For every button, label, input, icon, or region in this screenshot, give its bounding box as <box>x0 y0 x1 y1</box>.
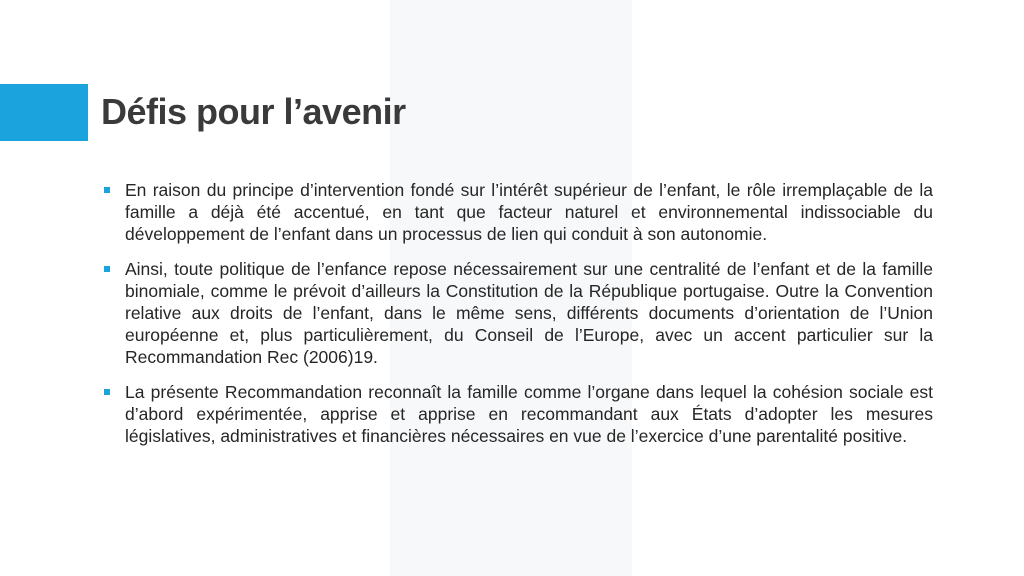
bullet-item <box>103 381 933 447</box>
bullet-text: Ainsi, toute politique de l’enfance repose nécessairement sur une centralité de l’enfant et de la famille binomiale, comme le prévoit d’ailleurs la Constitution de la République portugaise. Outre la Convention relative aux droits de l’enfant, dans le même sens, différents documents d’orientation de l’Union européenne et, plus particulièrement, du Conseil de l’Europe, avec un accent particulier sur la Recommandation Rec (2006)19. <box>125 259 933 367</box>
slide-title: Défis pour l’avenir <box>101 91 406 132</box>
bullet-text: La présente Recommandation reconnaît la famille comme l’organe dans lequel la cohésion sociale est d’abord expérimentée, apprise et apprise en recommandant aux États d’adopter les mesures législatives, administratives et financières nécessaires en vue de l’exercice d’une parentalité positive. <box>125 382 933 446</box>
square-bullet-icon <box>104 266 110 272</box>
bullet-list <box>103 179 933 460</box>
square-bullet-icon <box>104 187 110 193</box>
bullet-text: En raison du principe d’intervention fondé sur l’intérêt supérieur de l’enfant, le rôle irremplaçable de la famille a déjà été accentué, en tant que facteur naturel et environnemental indissociable du développement de l’enfant dans un processus de lien qui conduit à son autonomie. <box>125 180 933 244</box>
square-bullet-icon <box>104 389 110 395</box>
title-accent-bar <box>0 84 88 141</box>
bullet-item <box>103 258 933 368</box>
bullet-item <box>103 179 933 245</box>
